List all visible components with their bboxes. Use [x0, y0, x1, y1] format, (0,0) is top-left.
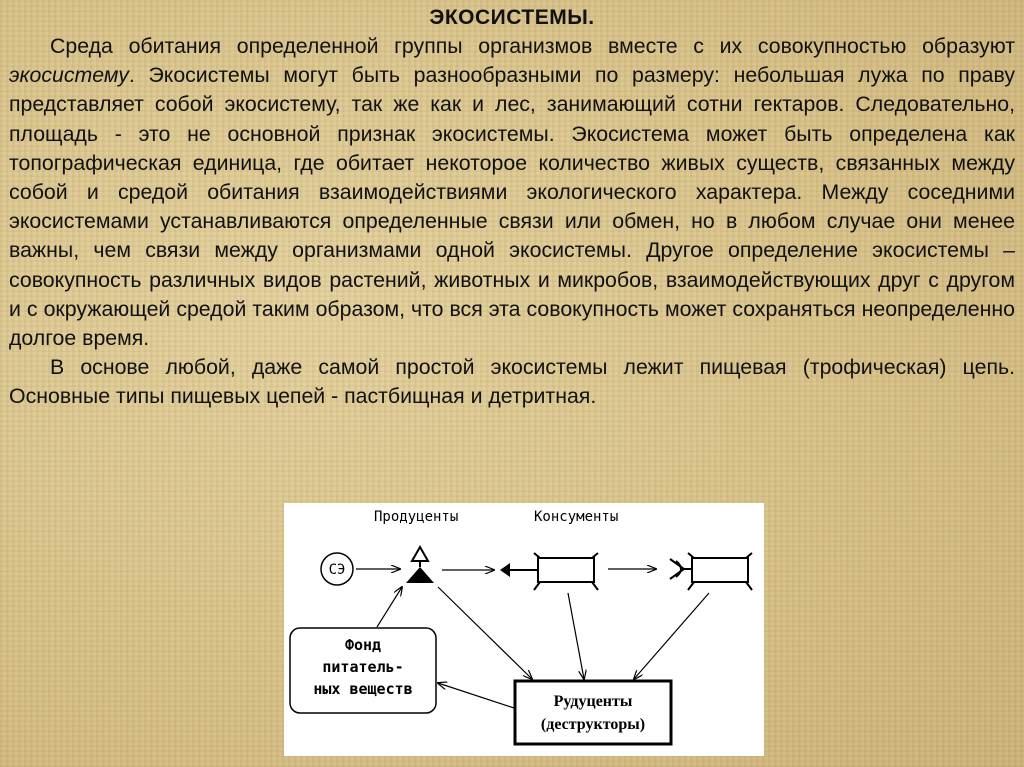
arrow-secondary-consumer-to-reducers	[634, 593, 709, 679]
consumers-label: Консументы	[534, 509, 619, 525]
food-chain-diagram	[284, 503, 764, 756]
paragraph-1-rest: . Экосистемы могут быть разнообразными по размеру: небольшая лужа по праву представляет собой экосистему, так же как и лес, занимающий сотни гектаров. Следовательно, площадь - это не основной признак экосистемы. Экосистема может быть определена как топографическая единица, где обитает некоторое количество живых существ, связанных между собой и средой обитания взаимодействиями экологического характера. Между соседними экосистемами устанавливаются определенные связи или обмен, но в любом случае они менее важны, чем связи между организмами одной экосистемы. Другое определение экосистемы – совокупность различных видов растений, животных и микробов, взаимодействующих друг с другом и с окружающей средой таким образом, что вся эта совокупность может сохраняться неопределенно долгое время.	[9, 63, 1015, 351]
fund-label-line-3: ных веществ	[313, 680, 413, 698]
paragraph-2: В основе любой, даже самой простой экосистемы лежит пищевая (трофическая) цепь. Основные типы пищевых цепей - пастбищная и детритная.	[9, 355, 1015, 409]
ecosystem-term: экосистему	[9, 63, 129, 88]
arrow-reducers-to-fund	[438, 683, 514, 708]
fund-label-line-1: Фонд	[344, 636, 382, 654]
producers-label: Продуценты	[374, 509, 459, 525]
secondary-consumer-icon	[670, 553, 752, 590]
arrow-fund-to-producer	[377, 587, 402, 627]
reducers-label-line-1: Рудуценты	[553, 693, 633, 710]
reducers-label-line-2: (деструкторы)	[540, 716, 646, 733]
nutrient-fund-node	[290, 628, 436, 713]
producer-icon	[406, 547, 434, 583]
body-text	[9, 32, 1015, 412]
sun-energy-node	[321, 553, 353, 585]
page-title: ЭКОСИСТЕМЫ.	[429, 6, 595, 29]
paragraph-1-start: Среда обитания определенной группы организмов вместе с их совокупностью образуют	[50, 34, 1015, 58]
fund-label-line-2: питатель-	[322, 658, 404, 676]
reducers-node	[515, 681, 671, 744]
food-chain-svg	[284, 503, 764, 756]
arrow-producer-to-reducers	[438, 587, 532, 679]
arrow-consumer-to-reducers	[568, 593, 584, 679]
paragraph-1	[9, 32, 1015, 353]
primary-consumer-icon	[500, 553, 598, 590]
sun-energy-label: СЭ	[328, 562, 346, 578]
